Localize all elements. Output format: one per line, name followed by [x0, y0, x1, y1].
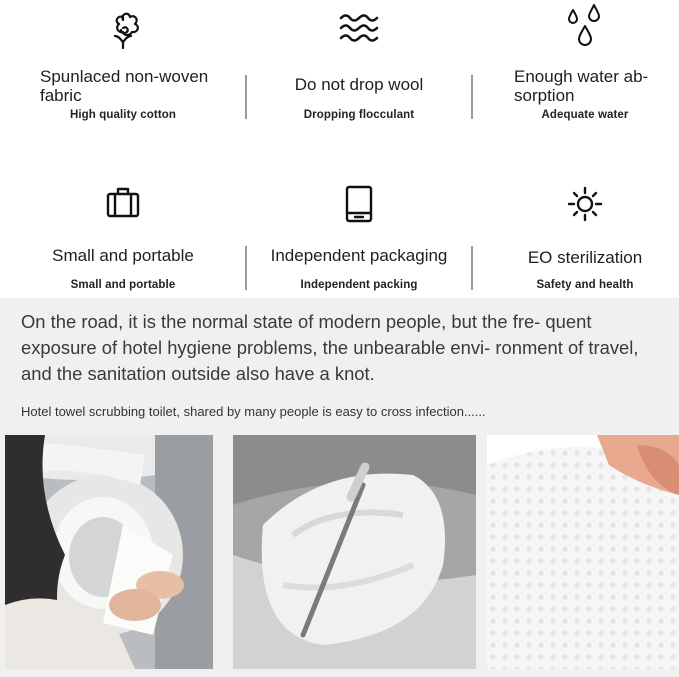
feature-title: Small and portable: [52, 246, 194, 265]
feature-subtitle: High quality cotton: [69, 109, 177, 121]
water-drops-icon: [561, 2, 609, 46]
sun-icon: [561, 182, 609, 226]
lead-paragraph: On the road, it is the normal state of modern people, but the fre- quent exposure of hotel hygiene problems, the unbearable envi- ronment of travel, and the sanitation outside also have a knot.: [21, 311, 639, 384]
feature-title: Spunlaced non-woven fabric: [40, 67, 209, 105]
fabric-texture-photo: [487, 435, 679, 669]
feature-subtitle: Dropping flocculant: [303, 109, 415, 121]
towel-toothbrush-photo: [233, 435, 476, 669]
feature-subtitle: Independent packing: [300, 279, 418, 291]
feature-portable: [10, 178, 236, 298]
toilet-cleaning-photo: [5, 435, 213, 669]
feature-spunlaced: [10, 0, 236, 140]
feature-no-wool: [246, 0, 472, 140]
tablet-icon: [335, 184, 383, 228]
feature-sterilization: [472, 178, 679, 298]
feature-subtitle: Safety and health: [536, 279, 634, 291]
features-grid: [0, 0, 679, 298]
infection-note: Hotel towel scrubbing toilet, shared by many people is easy to cross infection......: [21, 404, 486, 419]
feature-title: Independent packaging: [270, 246, 448, 265]
feature-title: Do not drop wool: [294, 75, 424, 94]
feature-title: Enough water ab- sorption: [514, 67, 649, 105]
feature-title: EO sterilization: [527, 248, 643, 267]
feature-packaging: [246, 178, 472, 298]
feature-subtitle: Adequate water: [541, 109, 629, 121]
suitcase-icon: [99, 182, 147, 226]
waves-icon: [335, 8, 383, 52]
cotton-flower-icon: [99, 6, 147, 50]
feature-water: [472, 0, 679, 140]
feature-subtitle: Small and portable: [70, 279, 176, 291]
